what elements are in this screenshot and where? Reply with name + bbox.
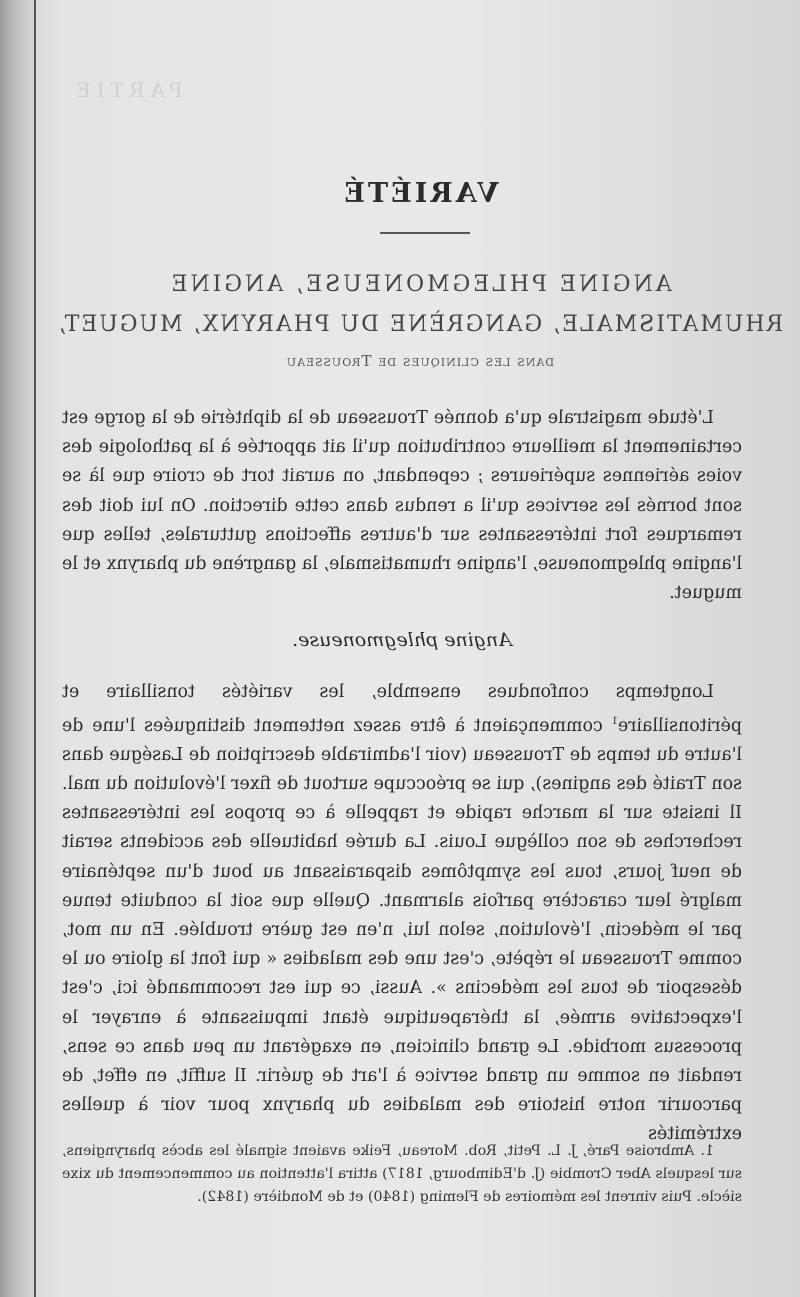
article-heading-line-3: dans les cliniques de Trousseau	[285, 352, 555, 370]
paragraph-text-rest: commençaient à être assez nettement distinguées l'une de l'autre du temps de Trousseau (voir l'admirable description de Laségue dans son Traité des angines), qui se préoccupe surtout de fixer l'évolution du mal. Il insiste sur la marche rapide et rappelle à ce propos les intéressantes recherches de son collègue Louis. La durée habituelle des accidents serait de neuf jours, tous les symptômes disparaissant au bout d'un septénaire malgré leur caractère parfois alarmant. Quelle que soit la conduite tenue par le médecin, l'évolution, selon lui, n'en est guère troublée. En un mot, comme Trousseau le répète, c'est une des maladies « qui font la gloire ou le désespoir de tous les médecins ». Aussi, ce qui est recommandé ici, c'est l'expectative armée, la thérapeutique étant impuissante à enrayer le processus morbide. Le grand clinicien, en exagérant un peu dans ce sens, rendait en somme un grand service à l'art de guérir. Il suffit, en effet, de parcourir notre histoire des maladies du pharynx pour voir à quelles extrémités	[62, 715, 742, 1145]
footnotes	[62, 1140, 742, 1209]
footnote-1: 1. Ambroise Paré, J. L. Petit, Rob. Moreau, Feike avaient signalé les abcès pharyngiens, sur lesquels Aber Crombie (J. d'Edimbourg, 1817) attira l'attention au commencement du xixe siècle. Puis vinrent les mémoires de Fleming (1840) et de Mondière (1842).	[62, 1143, 742, 1205]
mirrored-page	[40, 0, 800, 1297]
footnote-marker: 1	[611, 715, 618, 727]
page-title: VARIÉTÉ	[341, 178, 499, 209]
article-heading-line-2: RHUMATISMALE, GANGRÈNE DU PHARYNX, MUGUET,	[56, 312, 784, 337]
bleed-through-header: PARTIE	[70, 78, 183, 102]
article-heading-line-1: ANGINE PHLEGMONEUSE, ANGINE	[168, 272, 672, 297]
paragraph-intro: L'étude magistrale qu'a donnée Trousseau de la diphtérie de la gorge est certainement la meilleure contribution qu'il ait apportée à la pathologie des voies aériennes supérieures ; cependant, on aurait tort de croire que là se sont bornés les services qu'il a rendus dans cette direction. On lui doit des remarques fort intéressantes sur d'autres affections gutturales, telles que l'angine phlegmoneuse, l'angine rhumatismale, la gangrène du pharynx et le muguet.	[62, 408, 742, 604]
book-binding-edge	[0, 0, 36, 1297]
article-body	[62, 404, 742, 1150]
section-subheading: Angine phlegmoneuse.	[292, 629, 512, 652]
paragraph-angine-phlegmoneuse	[62, 678, 742, 1150]
paragraph-text-start: Longtemps confondues ensemble, les variétés tonsillaire et péritonsillaire	[62, 681, 742, 736]
title-rule	[380, 232, 470, 234]
